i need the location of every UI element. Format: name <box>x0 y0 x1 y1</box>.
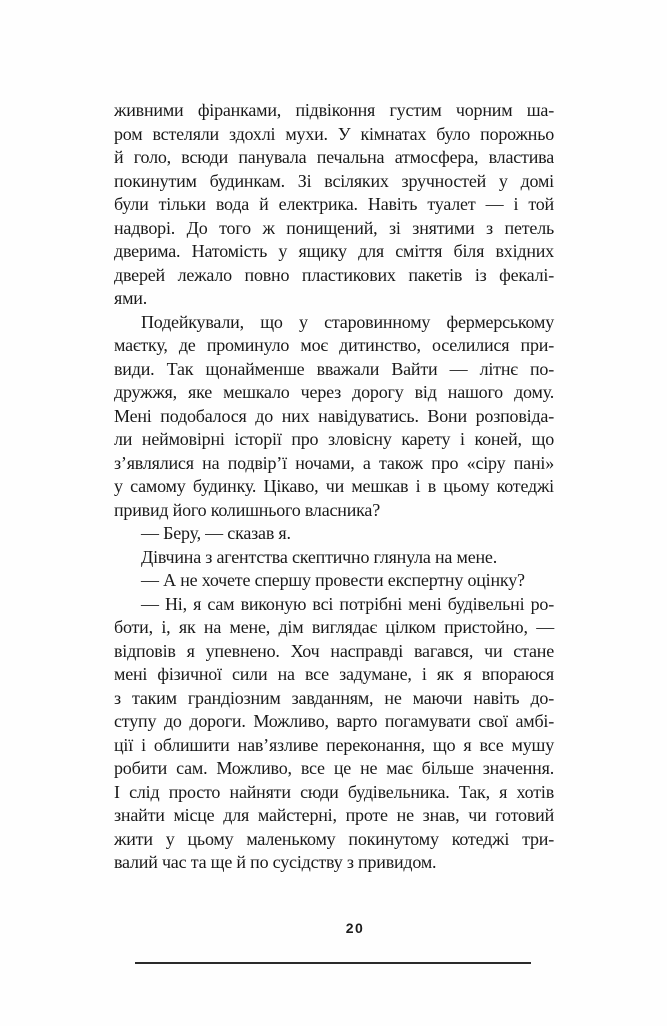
text-line: дружжя, яке мешкало через дорогу від нашого дому. <box>114 382 554 402</box>
text-line: Дівчина з агентства скептично глянула на мене. <box>141 546 498 567</box>
text-line: робити сам. Можливо, все це не має більше значення. <box>114 758 554 778</box>
paragraph <box>114 593 554 875</box>
text-line: відповів я упевнено. Хоч насправді вагався, чи стане <box>114 640 554 661</box>
text-line: — Ні, я сам виконую всі потрібні мені будівельні ро- <box>141 593 554 614</box>
text-line: види. Так щонайменше вважали Вайти — літнє по- <box>114 358 554 379</box>
text-line: Мені подобалося до них навідуватись. Вони розповіда- <box>114 405 554 426</box>
text-line: з’являлися на подвір’ї ночами, а також про «сіру пані» <box>114 452 554 473</box>
text-line: знайти місце для майстерні, проте не знав, чи готовий <box>114 805 554 825</box>
text-line: ції і облишити нав’язливе переконання, що я все мушу <box>114 734 554 755</box>
paragraph <box>114 546 554 570</box>
text-line: боти, і, як на мене, дім виглядає цілком пристойно, — <box>114 617 554 637</box>
text-line: ром встеляли здохлі мухи. У кімнатах було порожньо <box>114 123 554 144</box>
text-line: І слід просто найняти сюди будівельника. Так, я хотів <box>114 781 554 802</box>
paragraph <box>114 311 554 523</box>
text-line: ями. <box>114 288 148 308</box>
text-line: — Беру, — сказав я. <box>141 523 291 543</box>
text-line: й голо, всюди панувала печальна атмосфера, властива <box>114 147 554 167</box>
text-line: дверима. Натомість у ящику для сміття біля вхідних <box>114 241 554 261</box>
text-line: ступу до дороги. Можливо, варто погамувати свої амбі- <box>114 711 554 731</box>
text-line: Подейкували, що у старовинному фермерському <box>141 311 554 332</box>
text-line: маєтку, де проминуло моє дитинство, оселилися при- <box>114 335 554 355</box>
text-line: — А не хочете спершу провести експертну оцінку? <box>141 570 525 590</box>
text-line: валий час та ще й по сусідству з привидом. <box>114 852 437 872</box>
text-line: дверей лежало повно пластикових пакетів із фекалі- <box>114 264 554 285</box>
paragraph <box>114 522 554 546</box>
text-block <box>114 99 554 875</box>
footer-rule <box>135 962 531 964</box>
text-line: ли неймовірні історії про зловісну карету і коней, що <box>114 429 554 449</box>
page-number: 20 <box>345 920 365 936</box>
text-line: покинутим будинкам. Зі всіляких зручностей у домі <box>114 170 554 191</box>
paragraph <box>114 99 554 311</box>
paragraph <box>114 569 554 593</box>
text-line: з таким грандіозним завданням, не маючи навіть до- <box>114 687 554 708</box>
text-line: жити у цьому маленькому покинутому котеджі три- <box>114 828 554 849</box>
text-line: привид його колишнього власника? <box>114 499 381 520</box>
text-line: у самому будинку. Цікаво, чи мешкав і в цьому котеджі <box>114 476 554 496</box>
text-line: надворі. До того ж понищений, зі знятими з петель <box>114 217 554 238</box>
text-line: мені фізичної сили на все задумане, і як я впораюся <box>114 664 554 684</box>
text-line: були тільки вода й електрика. Навіть туалет — і той <box>114 194 554 214</box>
text-line: живними фіранками, підвіконня густим чорним ша- <box>114 100 554 120</box>
